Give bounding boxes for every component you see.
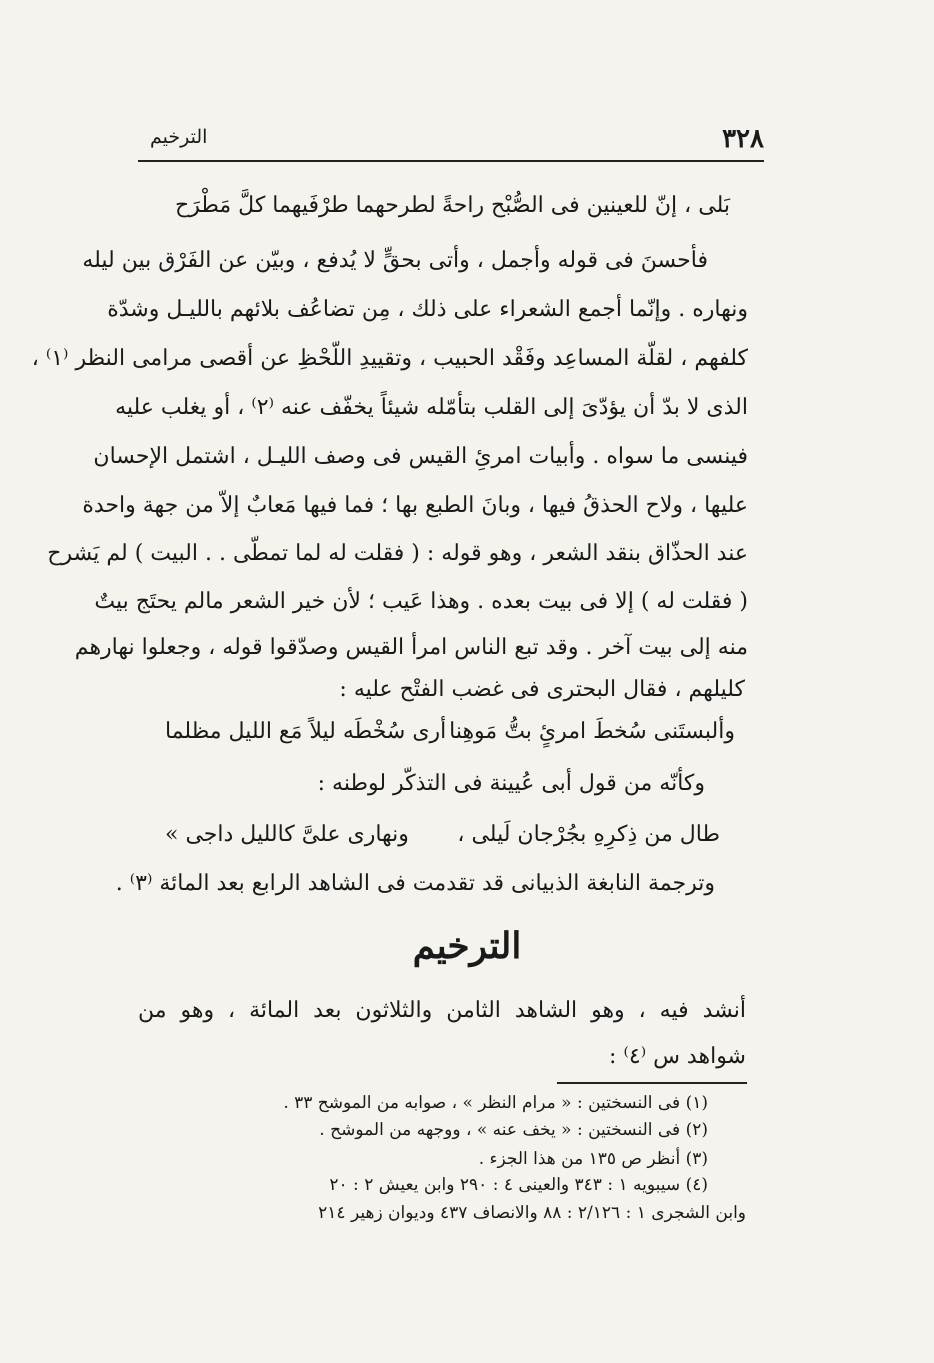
body-line-1: فأحسنَ فى قوله وأجمل ، وأتى بحقٍّ لا يُدفع ، وبيّن عن الفَرْق بين ليله [82, 248, 708, 273]
body-line-5: فينسى ما سواه . وأبيات امرئِ القيس فى وصف الليـل ، اشتمل الإحسان [93, 444, 748, 469]
verse-1 [175, 186, 730, 226]
page-number: ٣٢٨ [722, 124, 764, 154]
footnote-4-continued: وابن الشجرى ١ : ٢/١٢٦ : ٨٨ والانصاف ٤٣٧ وديوان زهير ٢١٤ [318, 1203, 746, 1223]
verse-3-first-hemistich: طال من ذِكرِهِ بجُرْجان لَيلى ، [457, 822, 720, 847]
running-head: الترخيم [150, 126, 208, 148]
body-line-4: الذى لا بدّ أن يؤدّىَ إلى القلب بتأمّله شيئاً يخفّف عنه ⁽٢⁾ ، أو يغلب عليه [115, 395, 748, 420]
body-line-8: ( فقلت له ) إلا فى بيت بعده . وهذا عَيب ؛ لأن خير الشعر مالم يحتَج بيتٌ [94, 589, 748, 614]
footnote-1: (١) فى النسختين : « مرام النظر » ، صوابه من الموشح ٣٣ . [283, 1093, 708, 1113]
body-line-11: وكأنّه من قول أبى عُيينة فى التذكّر لوطنه : [317, 771, 705, 796]
verse-3-second-hemistich: ونهارى علىَّ كالليل داجى » [165, 822, 409, 847]
body-line-3: كلفهم ، لقلّة المساعِد وفَقْد الحبيب ، وتقييدِ اللّحْظِ عن أقصى مرامى النظر ⁽١⁾ ، [31, 346, 748, 371]
footnote-2: (٢) فى النسختين : « يخف عنه » ، ووجهه من الموشح . [319, 1120, 708, 1140]
body-line-9: منه إلى بيت آخر . وقد تبع الناس امرأ القيس وصدّقوا قوله ، وجعلوا نهارهم [74, 635, 748, 660]
header-rule [138, 160, 764, 162]
verse-3 [165, 815, 720, 855]
footnote-rule [557, 1082, 747, 1084]
section-line-2: شواهد س ⁽٤⁾ : [609, 1044, 746, 1069]
footnote-4: (٤) سيبويه ١ : ٣٤٣ والعينى ٤ : ٢٩٠ وابن يعيش ٢ : ٢٠ [329, 1175, 708, 1195]
body-line-7: عند الحذّاق بنقد الشعر ، وهو قوله : ( فقلت له لما تمطّى . . البيت ) لم يَشرح [47, 541, 748, 566]
verse-2-first-hemistich: وألبستَنى سُخطَ امرئٍ بتُّ مَوهِنا [449, 719, 735, 744]
section-title: الترخيم [412, 925, 522, 967]
body-line-12: وترجمة النابغة الذبيانى قد تقدمت فى الشاهد الرابع بعد المائة ⁽٣⁾ . [115, 871, 715, 896]
verse-1-first-hemistich: بَلى ، إنّ للعينين فى الصُّبْح راحةً [441, 193, 730, 218]
verse-2-second-hemistich: أرى سُخْطَه ليلاً مَع الليل مظلما [165, 719, 447, 744]
body-line-10: كليلهم ، فقال البحترى فى غضب الفتْح عليه : [339, 677, 745, 702]
footnote-3: (٣) أنظر ص ١٣٥ من هذا الجزء . [478, 1149, 708, 1169]
page-header [138, 122, 764, 158]
verse-1-second-hemistich: لطرحهما طرْفَيهما كلَّ مَطْرَح [175, 193, 436, 218]
verse-2 [165, 712, 735, 752]
body-line-6: عليها ، ولاح الحذقُ فيها ، وبانَ الطبع بها ؛ فما فيها مَعابٌ إلاّ من جهة واحدة [82, 493, 748, 518]
section-line-1: أنشد فيه ، وهو الشاهد الثامن والثلاثون بعد المائة ، وهو من [138, 998, 746, 1023]
body-line-2: ونهاره . وإنّما أجمع الشعراء على ذلك ، مِن تضاعُف بلائهم بالليـل وشدّة [107, 297, 748, 322]
